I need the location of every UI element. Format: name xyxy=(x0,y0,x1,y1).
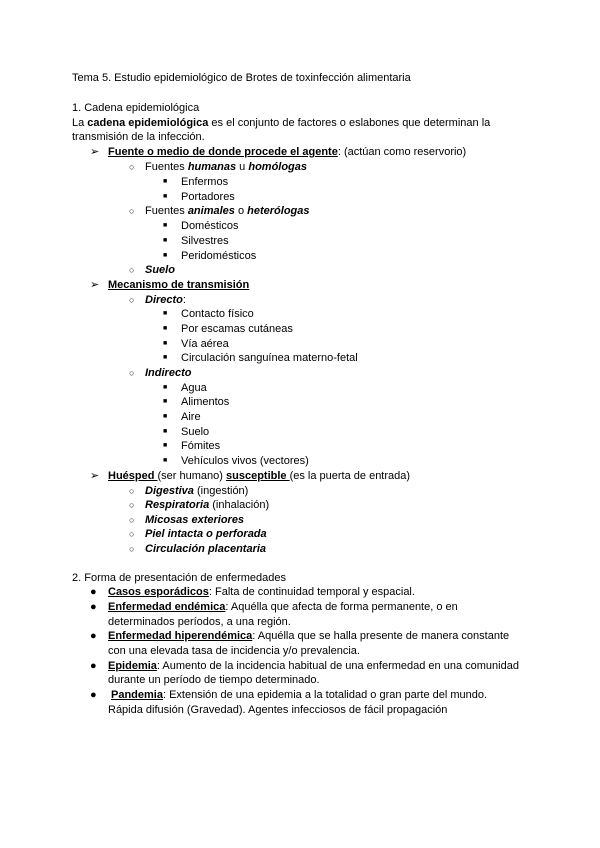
suelo-item: Suelo xyxy=(145,264,175,276)
presentation-term: Enfermedad hiperendémica xyxy=(108,630,253,642)
list-item: Por escamas cutáneas xyxy=(181,323,293,335)
animales-term: animales xyxy=(187,205,235,217)
square-bullet-icon: ■ xyxy=(163,354,168,361)
entry-term: Circulación placentaria xyxy=(145,543,267,555)
directo-colon: : xyxy=(182,294,186,306)
entry-rest: (ingestión) xyxy=(193,485,249,497)
intro-bold-term: cadena epidemiológica xyxy=(87,117,209,129)
square-bullet-icon: ■ xyxy=(163,428,168,435)
presentation-text: : Aquélla que se halla presente de manera constante xyxy=(252,630,510,642)
list-item: Portadores xyxy=(181,191,235,203)
arrow-bullet-icon: ➢ xyxy=(90,470,100,482)
huesped-entry xyxy=(145,484,248,498)
bullet-dot-icon: ● xyxy=(90,630,97,642)
fuentes-animales-prefix: Fuentes xyxy=(145,205,188,217)
list-item: Agua xyxy=(181,382,207,394)
circle-bullet-icon: ○ xyxy=(129,265,135,275)
list-item: Alimentos xyxy=(181,396,230,408)
list-item: Peridomésticos xyxy=(181,250,257,262)
huesped-entry xyxy=(145,498,269,512)
square-bullet-icon: ■ xyxy=(163,398,168,405)
presentation-term: Pandemia xyxy=(111,689,163,701)
square-bullet-icon: ■ xyxy=(163,340,168,347)
animales-mid: o xyxy=(234,205,248,217)
list-item: Contacto físico xyxy=(181,308,254,320)
presentation-text: : Aquélla que afecta de forma permanente, o en xyxy=(225,601,458,613)
square-bullet-icon: ■ xyxy=(163,457,168,464)
arrow-bullet-icon: ➢ xyxy=(90,146,100,158)
intro-prefix: La xyxy=(72,117,88,129)
bullet-dot-icon: ● xyxy=(90,586,97,598)
bullet-dot-icon: ● xyxy=(90,689,97,701)
circle-bullet-icon: ○ xyxy=(129,544,135,554)
huesped-entry xyxy=(145,513,244,527)
list-item: Vía aérea xyxy=(181,338,229,350)
arrow-bullet-icon: ➢ xyxy=(90,279,100,291)
fuente-item xyxy=(108,145,466,159)
presentation-text: : Extensión de una epidemia a la totalidad o gran parte del mundo. xyxy=(162,689,488,701)
list-item: Domésticos xyxy=(181,220,239,232)
circle-bullet-icon: ○ xyxy=(129,500,135,510)
square-bullet-icon: ■ xyxy=(163,310,168,317)
fuentes-humanas-item xyxy=(145,160,307,174)
fuentes-animales-item xyxy=(145,204,310,218)
square-bullet-icon: ■ xyxy=(163,237,168,244)
humanas-mid: u xyxy=(236,161,249,173)
directo-label: Directo xyxy=(145,294,183,306)
circle-bullet-icon: ○ xyxy=(129,486,135,496)
fuente-label: Fuente o medio de donde procede el agente xyxy=(108,146,338,158)
intro-line-1 xyxy=(72,116,490,130)
square-bullet-icon: ■ xyxy=(163,252,168,259)
entry-term: Micosas exteriores xyxy=(145,514,245,526)
presentation-item xyxy=(108,629,509,643)
presentation-text: : Falta de continuidad temporal y espacial. xyxy=(208,586,415,598)
entry-term: Digestiva xyxy=(145,485,194,497)
presentation-term: Enfermedad endémica xyxy=(108,601,226,613)
circle-bullet-icon: ○ xyxy=(129,295,135,305)
circle-bullet-icon: ○ xyxy=(129,515,135,525)
list-item: Aire xyxy=(181,411,201,423)
huesped-mid: (ser humano) xyxy=(157,470,226,482)
directo-item xyxy=(145,293,186,307)
presentation-text: : Aumento de la incidencia habitual de una enfermedad en una comunidad xyxy=(156,660,519,672)
bullet-dot-icon: ● xyxy=(90,601,97,613)
square-bullet-icon: ■ xyxy=(163,222,168,229)
document-title: Tema 5. Estudio epidemiológico de Brotes de toxinfección alimentaria xyxy=(72,72,411,84)
homologas-term: homólogas xyxy=(248,161,308,173)
circle-bullet-icon: ○ xyxy=(129,206,135,216)
entry-term: Respiratoria xyxy=(145,499,210,511)
entry-rest: (inhalación) xyxy=(209,499,270,511)
presentation-continuation: durante un período de tiempo determinado. xyxy=(108,674,320,686)
list-item: Circulación sanguínea materno-fetal xyxy=(181,352,358,364)
square-bullet-icon: ■ xyxy=(163,442,168,449)
indirecto-label: Indirecto xyxy=(145,367,192,379)
intro-rest: es el conjunto de factores o eslabones que determinan la xyxy=(208,117,491,129)
list-item: Fómites xyxy=(181,440,221,452)
list-item: Suelo xyxy=(181,426,210,438)
square-bullet-icon: ■ xyxy=(163,193,168,200)
section-1-heading: 1. Cadena epidemiológica xyxy=(72,102,200,114)
entry-term: Piel intacta o perforada xyxy=(145,528,267,540)
humanas-term: humanas xyxy=(187,161,237,173)
fuente-rest: : (actúan como reservorio) xyxy=(337,146,467,158)
presentation-item xyxy=(108,585,415,599)
mecanismo-label: Mecanismo de transmisión xyxy=(108,279,250,291)
circle-bullet-icon: ○ xyxy=(129,162,135,172)
huesped-entry xyxy=(145,542,266,556)
section-2-heading: 2. Forma de presentación de enfermedades xyxy=(72,572,287,584)
list-item: Enfermos xyxy=(181,176,229,188)
presentation-continuation: Rápida difusión (Gravedad). Agentes infecciosos de fácil propagación xyxy=(108,704,448,716)
square-bullet-icon: ■ xyxy=(163,325,168,332)
circle-bullet-icon: ○ xyxy=(129,368,135,378)
list-item: Silvestres xyxy=(181,235,229,247)
bullet-dot-icon: ● xyxy=(90,660,97,672)
fuentes-humanas-prefix: Fuentes xyxy=(145,161,188,173)
huesped-entry xyxy=(145,527,267,541)
presentation-continuation: con una elevada tasa de incidencia y/o prevalencia. xyxy=(108,645,360,657)
huesped-item xyxy=(108,469,410,483)
presentation-item xyxy=(108,600,458,614)
square-bullet-icon: ■ xyxy=(163,178,168,185)
intro-line-2: transmisión de la infección. xyxy=(72,131,205,143)
presentation-item xyxy=(108,659,519,673)
list-item: Vehículos vivos (vectores) xyxy=(181,455,309,467)
square-bullet-icon: ■ xyxy=(163,384,168,391)
presentation-continuation: determinados períodos, a una región. xyxy=(108,616,291,628)
huesped-label: Huésped xyxy=(108,470,158,482)
huesped-rest: (es la puerta de entrada) xyxy=(289,470,411,482)
presentation-item xyxy=(111,688,487,702)
presentation-term: Casos esporádicos xyxy=(108,586,209,598)
susceptible-label: susceptible xyxy=(226,470,290,482)
square-bullet-icon: ■ xyxy=(163,413,168,420)
circle-bullet-icon: ○ xyxy=(129,529,135,539)
heterologas-term: heterólogas xyxy=(247,205,310,217)
presentation-term: Epidemia xyxy=(108,660,157,672)
